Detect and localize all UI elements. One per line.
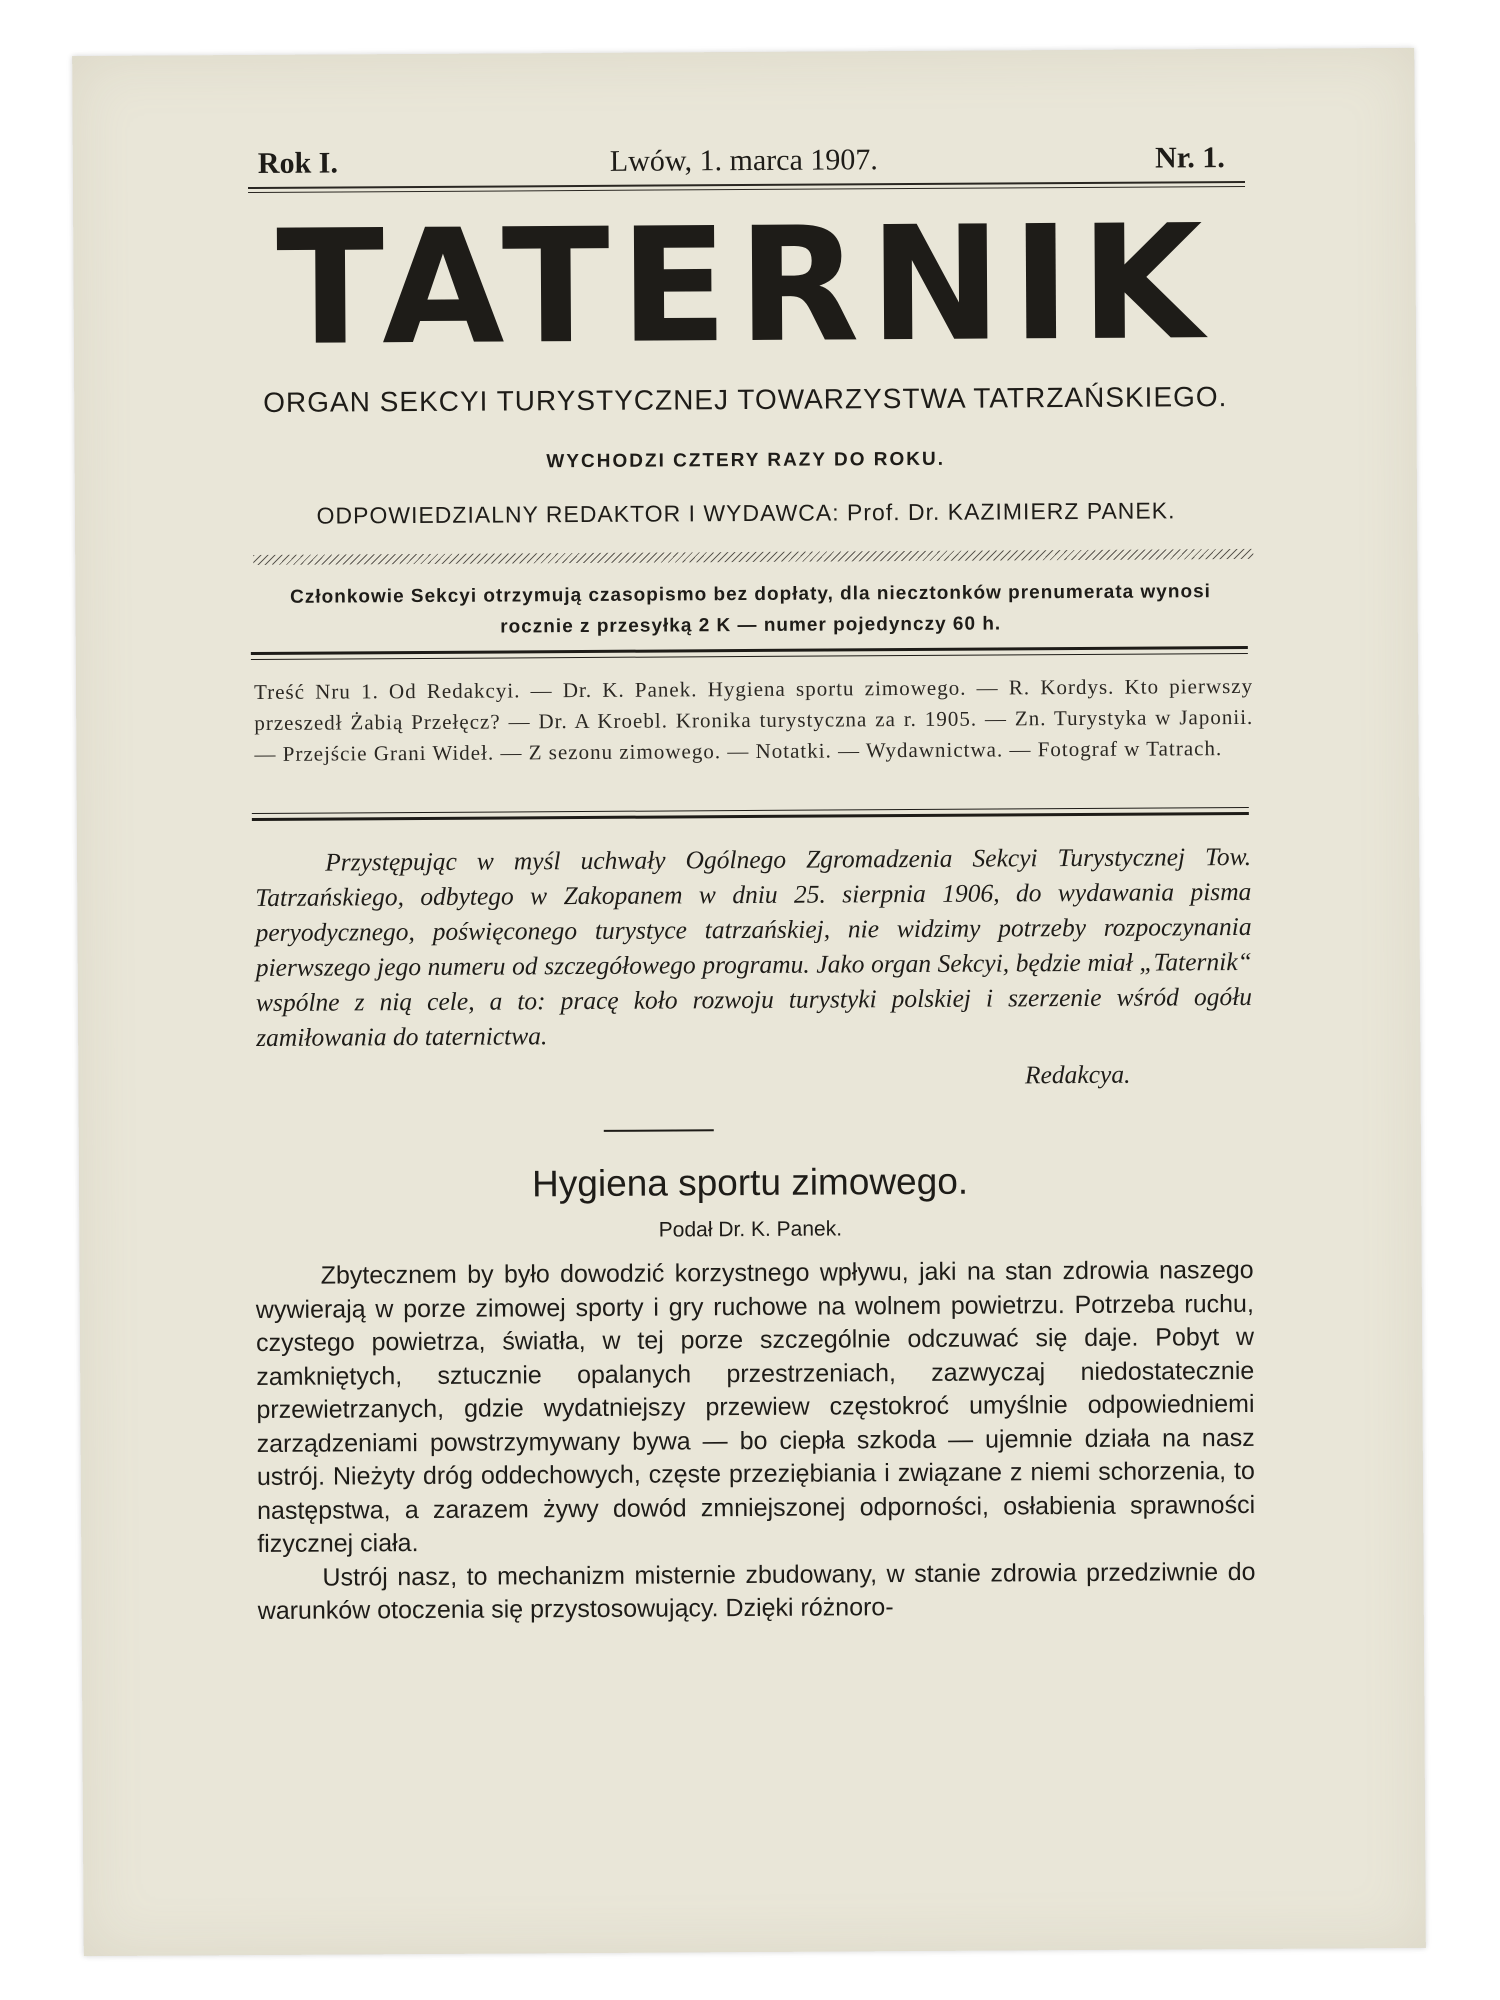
article-paragraph-2: Ustrój nasz, to mechanizm misternie zbudowany, w stanie zdrowia przedziwnie do warunków otoczenia się przystosowujący. Dzięki różnoro-	[257, 1557, 1256, 1626]
masthead-title: TATERNIK	[275, 191, 1214, 381]
editorial-text: Przystępując w myśl uchwały Ogólnego Zgromadzenia Sekcyi Turystycznej Tow. Tatrzańskiego, odbytego w Zakopanem w dniu 25. sierpnia 1906, do wydawania pisma peryodycznego, poświęconego turystyce tatrzańskiej, nie widzimy potrzeby rozpoczynania pierwszego jego numeru od szczegółowego programu. Jako organ Sekcyi, będzie miał „Taternik“ wspólne z nią cele, a to: pracę koło rozwoju turystyki polskiej i szerzenie wśród ogółu zamiłowania do taternictwa.	[255, 841, 1253, 1053]
issue-number: Nr. 1.	[1155, 141, 1225, 175]
masthead-subtitle: ORGAN SEKCYI TURYSTYCZNEJ TOWARZYSTWA TATRZAŃSKIEGO.	[263, 381, 1228, 418]
article-byline: Podał Dr. K. Panek.	[658, 1217, 843, 1242]
place-date: Lwów, 1. marca 1907.	[609, 143, 878, 178]
article-body	[256, 1254, 1256, 1629]
table-of-contents: Treść Nru 1. Od Redakcyi. — Dr. K. Panek. Hygiena sportu zimowego. — R. Kordys. Kto pierwszy przeszedł Żabią Przełęcz? — Dr. A Kroebl. Kronika turystyczna za r. 1905. — Zn. Turystyka w Japonii. — Przejście Grani Wideł. — Z sezonu zimowego. — Notatki. — Wydawnictwa. — Fotograf w Tatrach.	[254, 673, 1254, 767]
editor-line: ODPOWIEDZIALNY REDAKTOR I WYDAWCA: Prof. Dr. KAZIMIERZ PANEK.	[316, 497, 1176, 529]
section-divider	[604, 1129, 714, 1132]
publication-frequency: WYCHODZI CZTERY RAZY DO ROKU.	[546, 448, 946, 473]
membership-note: Członkowie Sekcyi otrzymują czasopismo bez dopłaty, dla niecztonków prenumerata wynosi rocznie z przesyłką 2 K — numer pojedynczy 60 h.	[290, 581, 1211, 638]
wavy-divider	[253, 549, 1253, 565]
magazine-page	[72, 48, 1426, 1956]
article-title: Hygiena sportu zimowego.	[531, 1160, 969, 1205]
issue-year: Rok I.	[257, 146, 338, 180]
article-paragraph-1: Zbytecznem by było dowodzić korzystnego wpływu, jaki na stan zdrowia naszego wywierają w porze zimowej sporty i gry ruchowe na wolnem powietrzu. Potrzeba ruchu, czystego powietrza, światła, w tej porze szczególnie odczuwać się daje. Pobyt w zamkniętych, sztucznie opalanych przestrzeniach, zazwyczaj niedostatecznie przewietrzanych, gdzie wydatniejszy przewiew częstokroć umyślnie odpowiedniemi zarządzeniami powstrzymywany bywa — bo ciepła szkoda — ujemnie działa na nasz ustrój. Nieżyty dróg oddechowych, częste przeziębiania i związane z niemi schorzenia, to następstwa, a zarazem żywy dowód zmniejszonej odporności, osłabienia sprawności fizycznej ciała.	[255, 1255, 1256, 1559]
editorial-signature: Redakcya.	[1024, 1059, 1131, 1090]
contents-bottom-rule	[252, 812, 1249, 821]
